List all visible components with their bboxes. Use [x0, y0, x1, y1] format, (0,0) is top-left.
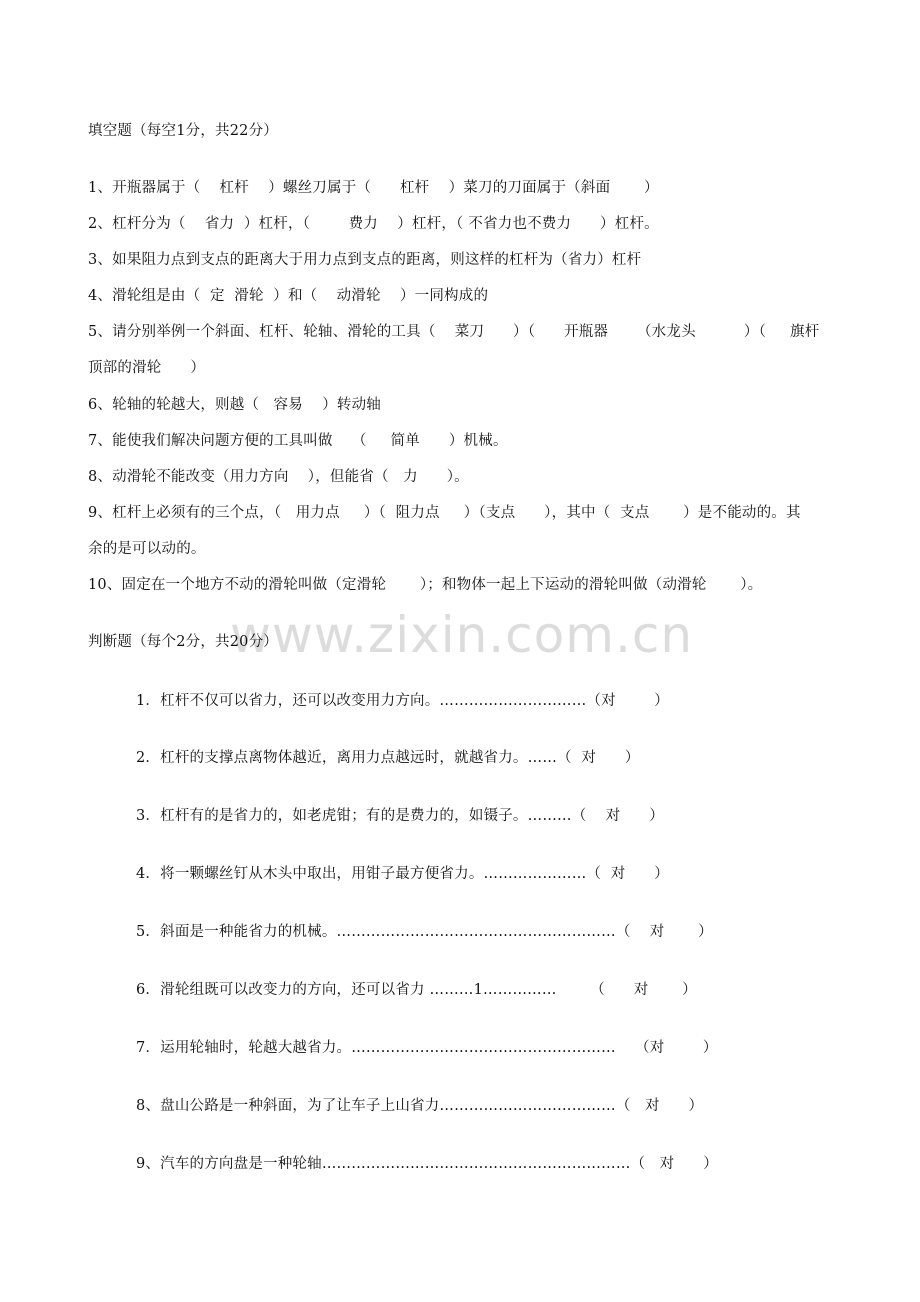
fill-item: 8、动滑轮不能改变（用力方向 ），但能省（ 力 ）。	[88, 469, 469, 485]
fill-item: 4、滑轮组是由（ 定 滑轮 ）和（ 动滑轮 ）一同构成的	[88, 288, 489, 304]
fill-item: 1、开瓶器属于（ 杠杆 ）螺丝刀属于（ 杠杆 ）菜刀的刀面属于（斜面 ）	[88, 180, 659, 196]
judge-section-title: 判断题（每个2分，共20分）	[88, 634, 278, 650]
fill-item: 6、轮轴的轮越大，则越（ 容易 ）转动轴	[88, 397, 381, 413]
judge-item: 9、汽车的方向盘是一种轮轴………………………………………………………（ 对 ）	[136, 1156, 718, 1172]
fill-item: 5、请分别举例一个斜面、杠杆、轮轴、滑轮的工具（ 菜刀 ）（ 开瓶器 （水龙头 ）（ 旗杆	[88, 324, 820, 340]
judge-item: 3．杠杆有的是省力的，如老虎钳；有的是费力的，如镊子。………（ 对 ）	[136, 808, 664, 824]
fill-item: 3、如果阻力点到支点的距离大于用力点到支点的距离，则这样的杠杆为（省力）杠杆	[88, 252, 642, 268]
fill-item: 2、杠杆分为（ 省力 ）杠杆，（ 费力 ）杠杆，（ 不省力也不费力 ）杠杆。	[88, 216, 659, 232]
judge-item: 1．杠杆不仅可以省力，还可以改变用力方向。…………………………（对 ）	[136, 693, 669, 709]
fill-item: 9、杠杆上必须有的三个点，（ 用力点 ）（ 阻力点 ）（支点 ），其中（ 支点 ）是不能动的。其	[88, 505, 801, 521]
judge-item: 2．杠杆的支撑点离物体越近，离用力点越远时，就越省力。……（ 对 ）	[136, 750, 640, 766]
fill-item-continued: 顶部的滑轮 ）	[88, 360, 206, 376]
fill-item-continued: 余的是可以动的。	[88, 541, 206, 557]
watermark-text: www.zixin.com.cn	[230, 606, 694, 664]
judge-item: 5．斜面是一种能省力的机械。…………………………………………………（ 对 ）	[136, 924, 713, 940]
fill-item: 10、固定在一个地方不动的滑轮叫做（定滑轮 ）；和物体一起上下运动的滑轮叫做（动滑轮 ）。	[88, 577, 763, 593]
judge-item: 7．运用轮轴时，轮越大越省力。……………………………………………… （对 ）	[136, 1040, 718, 1056]
fill-item: 7、能使我们解决问题方便的工具叫做 （ 简单 ）机械。	[88, 433, 508, 449]
judge-item: 6．滑轮组既可以改变力的方向，还可以省力 ………1…………… （ 对 ）	[136, 982, 697, 998]
judge-item: 4．将一颗螺丝钉从木头中取出，用钳子最方便省力。…………………（ 对 ）	[136, 866, 669, 882]
fill-section-title: 填空题（每空1分，共22分）	[88, 123, 278, 139]
judge-item: 8、盘山公路是一种斜面，为了让车子上山省力………………………………（ 对 ）	[136, 1098, 704, 1114]
